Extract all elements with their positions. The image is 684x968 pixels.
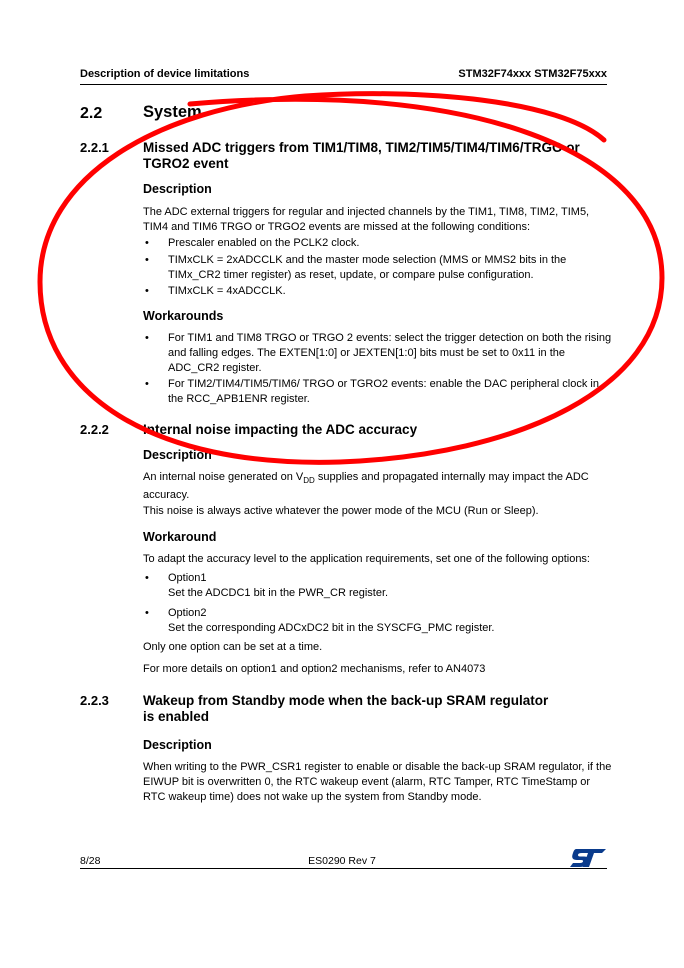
- workaround-heading: Workaround: [143, 530, 217, 544]
- workaround-text: To adapt the accuracy level to the application requirements, set one of the following options:: [143, 553, 590, 565]
- description-heading: Description: [143, 448, 212, 462]
- description-text-end: supplies and propagated internally may impact the ADC accuracy.: [143, 471, 589, 502]
- subsection-title-line: Wakeup from Standby mode when the back-up SRAM regulator: [143, 693, 549, 708]
- bullet-marker: •: [145, 237, 149, 249]
- bullet-marker: •: [145, 607, 149, 619]
- option-detail: Set the corresponding ADCxDC2 bit in the SYSCFG_PMC register.: [168, 622, 495, 634]
- section-title: System: [143, 103, 202, 121]
- vdd-subscript: DD: [303, 476, 315, 486]
- bullet-item: [143, 377, 613, 407]
- subsection-title-line: TGRO2 event: [143, 156, 229, 171]
- document-reference: ES0290 Rev 7: [308, 855, 376, 867]
- header-right: STM32F74xxx STM32F75xxx: [458, 68, 607, 80]
- bullet-marker: •: [145, 332, 149, 344]
- footer-rule: [80, 868, 607, 869]
- option-name: Option1: [168, 572, 207, 584]
- bullet-item: [143, 284, 613, 299]
- note-text: For more details on option1 and option2 mechanisms, refer to AN4073: [143, 663, 486, 675]
- subsection-title-line: Missed ADC triggers from TIM1/TIM8, TIM2/TIM5/TIM4/TIM6/TRGO or: [143, 140, 580, 155]
- option-item: [143, 606, 613, 636]
- page-number: 8/28: [80, 855, 101, 867]
- subsection-number: 2.2.3: [80, 693, 109, 708]
- bullet-text: Prescaler enabled on the PCLK2 clock.: [168, 237, 360, 249]
- subsection-number: 2.2.2: [80, 422, 109, 437]
- bullet-text: For TIM2/TIM4/TIM5/TIM6/ TRGO or TGRO2 events: enable the DAC peripheral clock in the RCC_APB1ENR register.: [168, 378, 599, 405]
- header-rule: [80, 84, 607, 85]
- description-heading: Description: [143, 738, 212, 752]
- description-text: [143, 470, 613, 503]
- st-logo: [570, 849, 606, 867]
- description-text-start: An internal noise generated on V: [143, 471, 304, 483]
- bullet-marker: •: [145, 572, 149, 584]
- bullet-item: [143, 253, 613, 283]
- bullet-text: TIMxCLK = 4xADCCLK.: [168, 285, 286, 297]
- header-left: Description of device limitations: [80, 68, 250, 80]
- option-item: [143, 571, 613, 601]
- description-text: This noise is always active whatever the power mode of the MCU (Run or Sleep).: [143, 505, 539, 517]
- subsection-title: [143, 140, 613, 172]
- description-heading: Description: [143, 182, 212, 196]
- option-name: Option2: [168, 607, 207, 619]
- subsection-number: 2.2.1: [80, 140, 109, 155]
- section-number: 2.2: [80, 105, 103, 122]
- bullet-marker: •: [145, 285, 149, 297]
- bullet-marker: •: [145, 254, 149, 266]
- description-text: The ADC external triggers for regular and injected channels by the TIM1, TIM8, TIM2, TIM5, TIM4 and TIM6 TRGO or TRGO2 events are missed at the following conditions:: [143, 206, 590, 233]
- bullet-text: TIMxCLK = 2xADCCLK and the master mode selection (MMS or MMS2 bits in the TIMx_CR2 timer register) as reset, update, or compare pulse configuration.: [168, 254, 567, 281]
- workarounds-heading: Workarounds: [143, 309, 224, 323]
- bullet-item: [143, 236, 613, 251]
- note-text: Only one option can be set at a time.: [143, 641, 323, 653]
- subsection-title: [143, 693, 613, 725]
- bullet-item: [143, 331, 613, 376]
- subsection-title: Internal noise impacting the ADC accuracy: [143, 422, 418, 437]
- bullet-marker: •: [145, 378, 149, 390]
- description-text: When writing to the PWR_CSR1 register to enable or disable the back-up SRAM regulator, if the EIWUP bit is overwritten 0, the RTC wakeup event (alarm, RTC Tamper, RTC TimeStamp or RTC wakeup time) does not wake up the system from Standby mode.: [143, 761, 612, 803]
- option-detail: Set the ADCDC1 bit in the PWR_CR register.: [168, 587, 389, 599]
- bullet-text: For TIM1 and TIM8 TRGO or TRGO 2 events: select the trigger detection on both the rising and falling edges. The EXTEN[1:0] or JEXTEN[1:0] bits must be set to 0x11 in the ADC_CR2 register.: [168, 332, 612, 374]
- subsection-title-line: is enabled: [143, 709, 210, 724]
